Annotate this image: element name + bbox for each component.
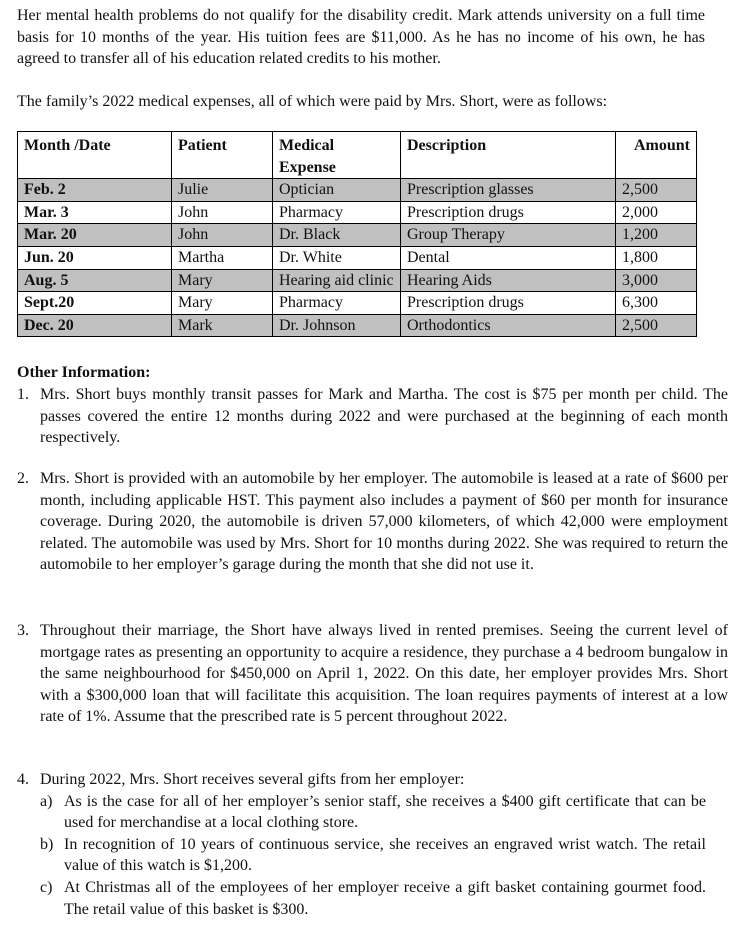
cell-date: Jun. 20 (18, 246, 172, 269)
cell-description: Prescription drugs (401, 201, 616, 224)
table-row (18, 314, 697, 337)
intro-paragraph: Her mental health problems do not qualify for the disability credit. Mark attends university on a full time basis for 10 months of the year. His tuition fees are $11,000. As he has no income of his own, he has agreed to transfer all of his education related credits to his mother. (17, 7, 705, 68)
cell-date: Dec. 20 (18, 314, 172, 337)
sub-item-text: In recognition of 10 years of continuous service, she receives an engraved wrist watch. The retail value of this watch is $1,200. (64, 835, 706, 875)
cell-expense: Optician (273, 179, 401, 202)
cell-patient: Martha (172, 246, 273, 269)
table-header-row (18, 132, 697, 179)
cell-date: Sept.20 (18, 292, 172, 315)
other-info-item-3 (17, 620, 728, 728)
cell-date: Feb. 2 (18, 179, 172, 202)
cell-patient: Mary (172, 269, 273, 292)
header-medical-expense: Medical Expense (273, 132, 401, 179)
cell-expense: Dr. Black (273, 224, 401, 247)
cell-description: Hearing Aids (401, 269, 616, 292)
cell-date: Aug. 5 (18, 269, 172, 292)
table-row (18, 246, 697, 269)
sub-item-c (40, 877, 706, 920)
expenses-intro: The family’s 2022 medical expenses, all of which were paid by Mrs. Short, were as follows: (17, 93, 608, 110)
header-date: Month /Date (18, 132, 172, 179)
table-row (18, 292, 697, 315)
cell-amount: 2,500 (616, 179, 697, 202)
cell-expense: Pharmacy (273, 201, 401, 224)
cell-amount: 1,800 (616, 246, 697, 269)
cell-expense: Hearing aid clinic (273, 269, 401, 292)
header-description: Description (401, 132, 616, 179)
sub-item-letter: a) (40, 792, 53, 810)
cell-patient: John (172, 224, 273, 247)
item-text: Mrs. Short buys monthly transit passes for Mark and Martha. The cost is $75 per month per child. The passes covered the entire 12 months during 2022 and were purchased at the beginning of each month respectively. (40, 386, 728, 447)
header-patient: Patient (172, 132, 273, 179)
other-info-item-1 (17, 384, 728, 449)
item-number: 4. (17, 771, 29, 788)
cell-expense: Dr. White (273, 246, 401, 269)
item-number: 3. (17, 622, 29, 639)
sub-item-text: At Christmas all of the employees of her employer receive a gift basket containing gourmet food. The retail value of this basket is $300. (64, 878, 706, 918)
cell-amount: 2,500 (616, 314, 697, 337)
other-information-heading: Other Information: (17, 364, 151, 381)
sub-item-letter: c) (40, 878, 53, 896)
item-number: 2. (17, 470, 29, 487)
sub-item-a (40, 791, 706, 834)
item-text: During 2022, Mrs. Short receives several gifts from her employer: (40, 771, 465, 788)
cell-patient: Mary (172, 292, 273, 315)
cell-patient: John (172, 201, 273, 224)
cell-amount: 2,000 (616, 201, 697, 224)
sub-item-text: As is the case for all of her employer’s senior staff, she receives a $400 gift certificate that can be used for merchandise at a local clothing store. (64, 792, 706, 832)
cell-description: Orthodontics (401, 314, 616, 337)
cell-date: Mar. 20 (18, 224, 172, 247)
item-text: Mrs. Short is provided with an automobile by her employer. The automobile is leased at a rate of $600 per month, including applicable HST. This payment also includes a payment of $60 per month for insurance coverage. During 2020, the automobile is driven 57,000 kilometers, of which 42,000 were employment related. The automobile was used by Mrs. Short for 10 months during 2022. She was required to return the automobile to her employer’s garage during the month that she did not use it. (40, 470, 728, 574)
cell-expense: Dr. Johnson (273, 314, 401, 337)
item-text: Throughout their marriage, the Short have always lived in rented premises. Seeing the current level of mortgage rates as presenting an opportunity to acquire a residence, they purchase a 4 bedroom bungalow in the same neighbourhood for $450,000 on April 1, 2022. On this date, her employer provides Mrs. Short with a $300,000 loan that will facilitate this acquisition. The loan requires payments of interest at a low rate of 1%. Assume that the prescribed rate is 5 percent throughout 2022. (40, 622, 728, 726)
cell-amount: 3,000 (616, 269, 697, 292)
cell-amount: 6,300 (616, 292, 697, 315)
other-info-item-2 (17, 468, 728, 576)
cell-description: Dental (401, 246, 616, 269)
header-amount: Amount (616, 132, 697, 179)
other-info-item-4 (17, 769, 728, 920)
cell-date: Mar. 3 (18, 201, 172, 224)
cell-description: Prescription drugs (401, 292, 616, 315)
table-row (18, 201, 697, 224)
cell-expense: Pharmacy (273, 292, 401, 315)
sub-item-b (40, 834, 706, 877)
cell-patient: Mark (172, 314, 273, 337)
cell-amount: 1,200 (616, 224, 697, 247)
cell-description: Group Therapy (401, 224, 616, 247)
cell-description: Prescription glasses (401, 179, 616, 202)
table-row (18, 179, 697, 202)
table-row (18, 269, 697, 292)
item-number: 1. (17, 386, 29, 403)
table-row (18, 224, 697, 247)
medical-expenses-table (17, 131, 697, 337)
cell-patient: Julie (172, 179, 273, 202)
sub-item-letter: b) (40, 835, 54, 853)
